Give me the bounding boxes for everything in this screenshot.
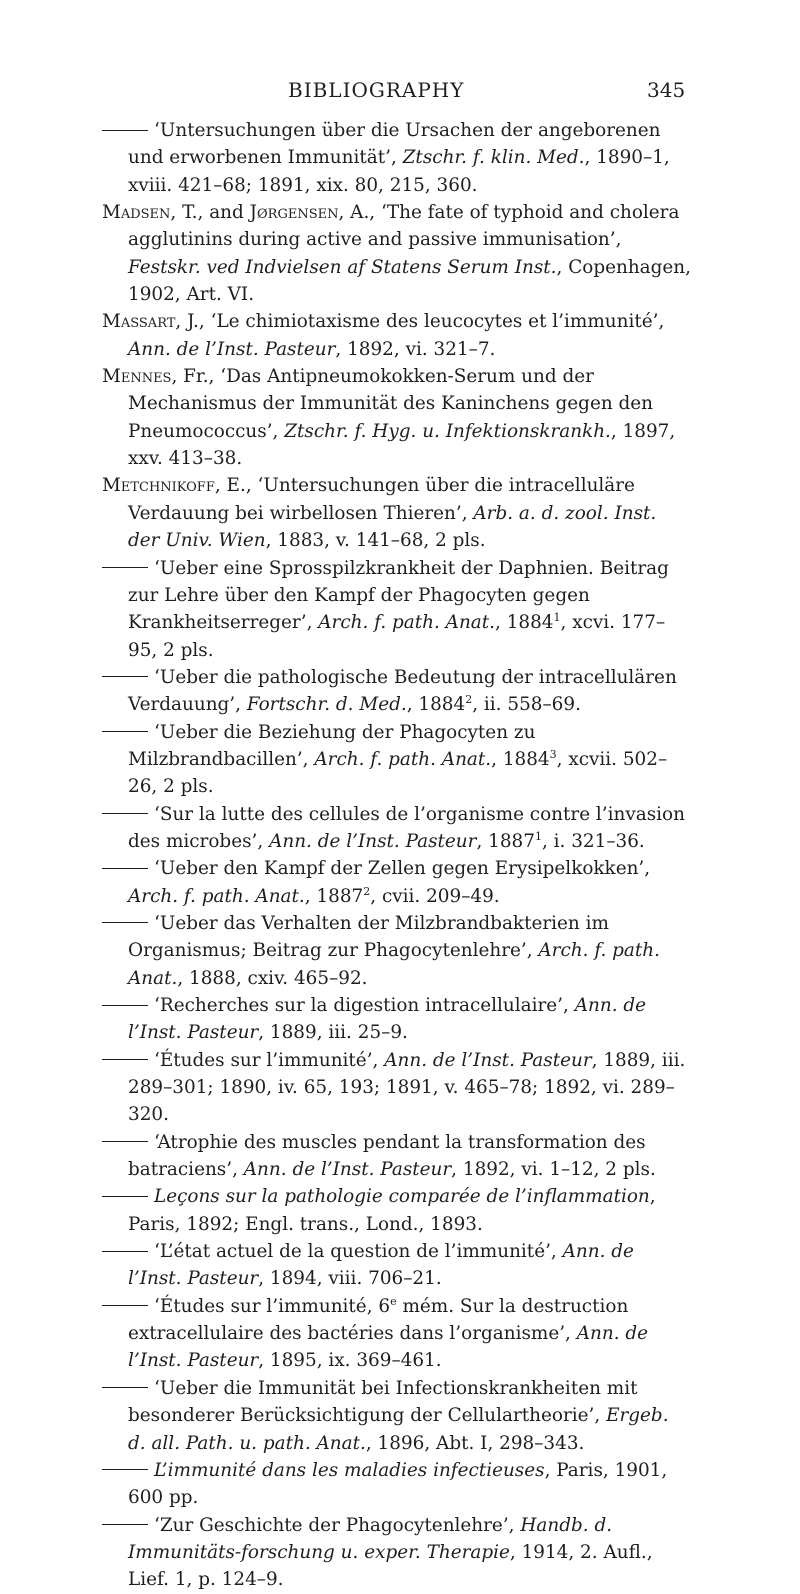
ditto-dash <box>102 922 148 923</box>
journal-title: Leçons sur la pathologie comparée de l’inflammation <box>154 1186 650 1208</box>
bibliography-entry <box>102 719 692 801</box>
entry-text <box>128 804 685 852</box>
entry-segment: ‘Atrophie des muscles pendant la transformation des batraciens’, <box>128 1131 646 1181</box>
ditto-dash <box>102 130 148 131</box>
bibliography-entry <box>102 555 692 664</box>
superscript: 3 <box>549 747 557 761</box>
entry-segment: , 1889, iii. 289–301; 1890, iv. 65, 193; 1891, v. 465–78; 1892, vi. 289–320. <box>128 1049 686 1126</box>
entry-segment: , 1894, viii. 706–21. <box>258 1268 442 1290</box>
entry-segment: ‘Zur Geschichte der Phagocytenlehre’, <box>154 1514 521 1536</box>
superscript: 1 <box>534 829 542 843</box>
ditto-dash <box>102 731 148 732</box>
author-name: Jørgensen <box>249 202 339 224</box>
bibliography-entry <box>102 664 692 719</box>
entry-text <box>102 202 691 305</box>
journal-title: Ann. de l’Inst. Pasteur <box>269 830 477 852</box>
entry-segment: , 1914, 2. Aufl., Lief. 1, p. 124–9. <box>128 1541 653 1591</box>
ditto-dash <box>102 868 148 869</box>
entry-segment: , Paris, 1901, 600 pp. <box>128 1459 668 1509</box>
author-name: Madsen <box>102 202 171 224</box>
ditto-dash <box>102 676 148 677</box>
entry-segment: , i. 321–36. <box>541 830 645 852</box>
entry-text <box>128 1132 656 1180</box>
entry-text <box>128 120 670 196</box>
entry-segment: , 1897, xxv. 413–38. <box>128 420 676 470</box>
entry-text <box>128 558 669 661</box>
journal-title: Ann. de l’Inst. Pasteur <box>128 338 336 360</box>
entry-text <box>128 1515 653 1591</box>
journal-title: Ztschr. f. Hyg. u. Infektionskrankh. <box>284 420 611 442</box>
entry-segment: ‘Études sur l’immunité’, <box>154 1049 385 1071</box>
journal-title: Festskr. ved Indvielsen af Statens Serum Inst. <box>128 256 557 278</box>
bibliography-entry <box>102 1238 692 1293</box>
entry-segment: , J., ‘Le chimiotaxisme des leucocytes et l’immunité’, <box>175 311 665 333</box>
ditto-dash <box>102 813 148 814</box>
ditto-dash <box>102 1251 148 1252</box>
entry-segment: , Paris, 1892; Engl. trans., Lond., 1893. <box>128 1186 656 1235</box>
journal-title: L’immunité dans les maladies infectieuses <box>154 1459 545 1481</box>
journal-title: Ann. de l’Inst. Pasteur <box>243 1159 452 1181</box>
entry-segment: , xcvii. 502–26, 2 pls. <box>128 748 668 798</box>
journal-title: Ann. de l’Inst. Pasteur <box>128 1241 634 1290</box>
entry-text <box>128 858 650 906</box>
journal-title: Arch. f. path. Anat. <box>314 748 492 770</box>
author-name: Mennes <box>102 366 172 388</box>
entry-segment: , Copenhagen, 1902, Art. VI. <box>128 256 691 306</box>
entry-text <box>128 1296 648 1372</box>
journal-title: Ztschr. f. klin. Med. <box>402 147 585 169</box>
entry-segment: , 1884 <box>491 748 550 770</box>
entry-text <box>128 1378 669 1454</box>
bibliography-entry <box>102 855 692 910</box>
bibliography-entry <box>102 472 692 554</box>
entry-text <box>128 913 660 989</box>
entry-segment: ‘L’état actuel de la question de l’immunité’, <box>154 1241 563 1263</box>
superscript: 1 <box>553 611 561 625</box>
bibliography-entry <box>102 1512 692 1594</box>
entry-segment: , xcvi. 177–95, 2 pls. <box>128 612 666 661</box>
bibliography-entry <box>102 1293 692 1375</box>
bibliography-entry <box>102 308 692 363</box>
entry-text <box>128 1241 634 1289</box>
entry-segment: ‘Sur la lutte des cellules de l’organisme contre l’invasion des microbes’, <box>128 803 685 852</box>
journal-title: Arch. f. path. Anat. <box>318 612 496 634</box>
bibliography-entry <box>102 1129 692 1184</box>
entry-segment: , 1887 <box>304 885 364 907</box>
author-name: Massart <box>102 311 176 333</box>
superscript: 2 <box>465 693 473 707</box>
entry-text <box>102 311 664 359</box>
entry-segment: ‘Ueber die pathologische Bedeutung der intracellulären Verdauung’, <box>128 666 677 716</box>
ditto-dash <box>102 1141 148 1142</box>
entry-segment: , Fr., ‘Das Antipneumokokken-Serum und der Mechanismus der Immunität des Kaninchens gegen den Pneumococcus’, <box>128 366 654 442</box>
entry-segment: , 1895, ix. 369–461. <box>258 1350 442 1372</box>
bibliography-entry <box>102 910 692 992</box>
superscript: 2 <box>363 884 371 898</box>
running-head: BIBLIOGRAPHY <box>288 78 465 102</box>
page-header <box>0 78 800 108</box>
entry-text <box>128 722 667 798</box>
entry-segment: ‘Ueber die Beziehung der Phagocyten zu Milzbrandbacillen’, <box>128 721 536 770</box>
entry-segment: , 1889, iii. 25–9. <box>258 1022 408 1044</box>
entry-segment: ‘Études sur l’immunité, 6 <box>154 1295 391 1317</box>
entry-segment: ‘Ueber eine Sprosspilzkrankheit der Daphnien. Beitrag zur Lehre über den Kampf der Phagocyten gegen Krankheitserreger’, <box>128 557 669 634</box>
entry-text <box>128 995 646 1043</box>
bibliography-entry <box>102 363 692 472</box>
entry-text <box>128 1050 685 1126</box>
journal-title: Handb. d. Immunitäts-forschung u. exper. Therapie <box>128 1514 613 1563</box>
entry-text <box>102 366 675 469</box>
author-name: Metchnikoff <box>102 475 215 497</box>
entry-text <box>128 1460 667 1508</box>
entry-segment: , A., ‘The fate of typhoid and cholera agglutinins during active and passive immunisation’, <box>128 202 680 251</box>
journal-title: Arch. f. path. Anat. <box>128 885 305 907</box>
bibliography-entry <box>102 199 692 308</box>
superscript: e <box>390 1294 397 1308</box>
entry-segment: , E., ‘Untersuchungen über die intracelluläre Verdauung bei wirbellosen Thieren’, <box>128 475 635 524</box>
entry-segment: , 1883, v. 141–68, 2 pls. <box>265 530 486 552</box>
ditto-dash <box>102 1387 148 1388</box>
bibliography-entry <box>102 1183 692 1238</box>
ditto-dash <box>102 1059 148 1060</box>
journal-title: Arch. f. path. Anat. <box>128 940 660 989</box>
bibliography-entry <box>102 801 692 856</box>
bibliography-entry <box>102 1047 692 1129</box>
entry-segment: , 1892, vi. 1–12, 2 pls. <box>451 1159 656 1181</box>
entry-segment: , T., and <box>170 202 250 224</box>
bibliography-entry <box>102 1457 692 1512</box>
entry-segment: , 1884 <box>406 694 466 716</box>
ditto-dash <box>102 1005 148 1006</box>
entry-segment: , 1888, cxiv. 465–92. <box>177 967 368 989</box>
bibliography-entry <box>102 1375 692 1457</box>
entry-segment: ‘Untersuchungen über die Ursachen der angeborenen und erworbenen Immunität’, <box>128 120 661 169</box>
entry-segment: ‘Ueber den Kampf der Zellen gegen Erysipelkokken’, <box>154 858 651 880</box>
entry-segment: , 1887 <box>476 830 535 852</box>
ditto-dash <box>102 1524 148 1525</box>
entry-segment: mém. Sur la destruction extracellulaire des bactéries dans l’organisme’, <box>128 1295 629 1345</box>
bibliography-list <box>102 117 692 1594</box>
entry-text <box>128 1186 656 1234</box>
ditto-dash <box>102 1469 148 1470</box>
entry-segment: , 1884 <box>495 612 554 634</box>
journal-title: Arb. a. d. zool. Inst. der Univ. Wien <box>128 502 657 552</box>
journal-title: Fortschr. d. Med. <box>246 694 407 716</box>
ditto-dash <box>102 1196 148 1197</box>
entry-segment: , 1890–1, xviii. 421–68; 1891, xix. 80, 215, 360. <box>128 147 670 196</box>
ditto-dash <box>102 1305 148 1306</box>
bibliography-entry <box>102 117 692 199</box>
entry-segment: , ii. 558–69. <box>472 694 581 716</box>
entry-segment: , 1892, vi. 321–7. <box>335 338 496 360</box>
entry-text <box>128 667 677 715</box>
entry-segment: ‘Ueber das Verhalten der Milzbrandbakterien im Organismus; Beitrag zur Phagocytenlehre’, <box>128 912 609 962</box>
entry-segment: , 1896, Abt. I, 298–343. <box>365 1432 585 1454</box>
entry-text <box>102 475 656 551</box>
entry-segment: ‘Ueber die Immunität bei Infectionskrankheiten mit besonderer Berücksichtigung der Cellulartheorie’, <box>128 1377 638 1427</box>
entry-segment: ‘Recherches sur la digestion intracellulaire’, <box>154 995 575 1016</box>
journal-title: Ann. de l’Inst. Pasteur <box>128 1323 649 1372</box>
journal-title: Ergeb. d. all. Path. u. path. Anat. <box>128 1405 669 1454</box>
journal-title: Ann. de l’Inst. Pasteur <box>384 1049 592 1071</box>
entry-segment: , cvii. 209–49. <box>370 885 500 907</box>
page-number: 345 <box>647 78 686 102</box>
bibliography-entry <box>102 992 692 1047</box>
ditto-dash <box>102 567 148 568</box>
journal-title: Ann. de l’Inst. Pasteur <box>128 995 647 1044</box>
